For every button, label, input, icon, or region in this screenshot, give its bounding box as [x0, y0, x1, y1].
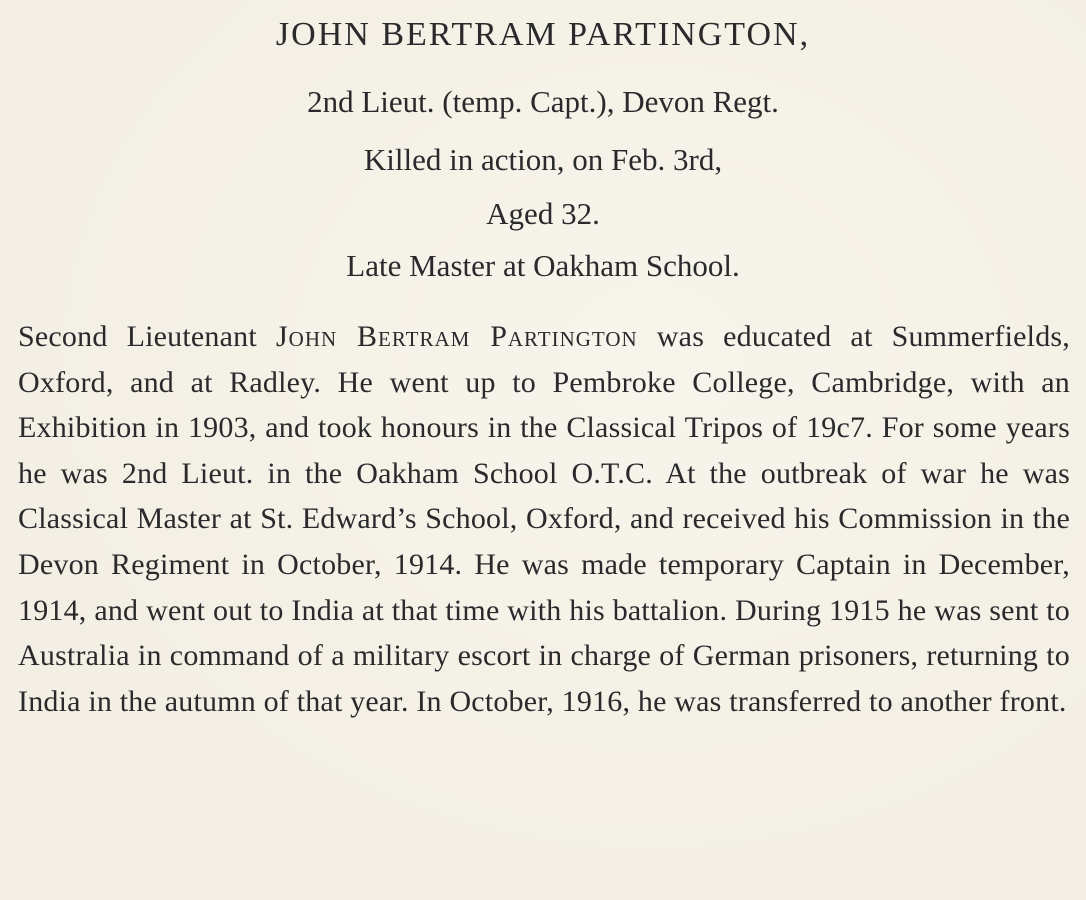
rank-line: 2nd Lieut. (temp. Capt.), Devon Regt. — [307, 84, 779, 119]
biography-intro: Second Lieutenant — [18, 320, 276, 353]
killed-line: Killed in action, on Feb. 3rd, — [363, 142, 723, 177]
age-line: Aged 32. — [486, 196, 600, 231]
biography-name: John Bertram Partington — [275, 320, 638, 353]
occupation-line: Late Master at Oakham School. — [346, 248, 740, 283]
biography-text: was educated at Summerfields, Oxford, and at Radley. He went up to Pembroke College, Cambridge, with an Exhibition in 1903, and took honours in the Classical Tripos of 19c7. For some years he was 2nd Lieut. in the Oakham School O.T.C. At the outbreak of war he was Classical Master at St. Edward’s School, Oxford, and received his Commission in the Devon Regiment in October, 1914. He was made temporary Captain in December, 1914, and went out to India at that time with his battalion. During 1915 he was sent to Australia in command of a military escort in charge of German prisoners, returning to India in the autumn of that year. In October, 1916, he was transferred to another front. — [18, 320, 1070, 718]
biography-paragraph — [18, 314, 1070, 724]
memorial-name-heading: JOHN BERTRAM PARTINGTON, — [275, 16, 811, 53]
